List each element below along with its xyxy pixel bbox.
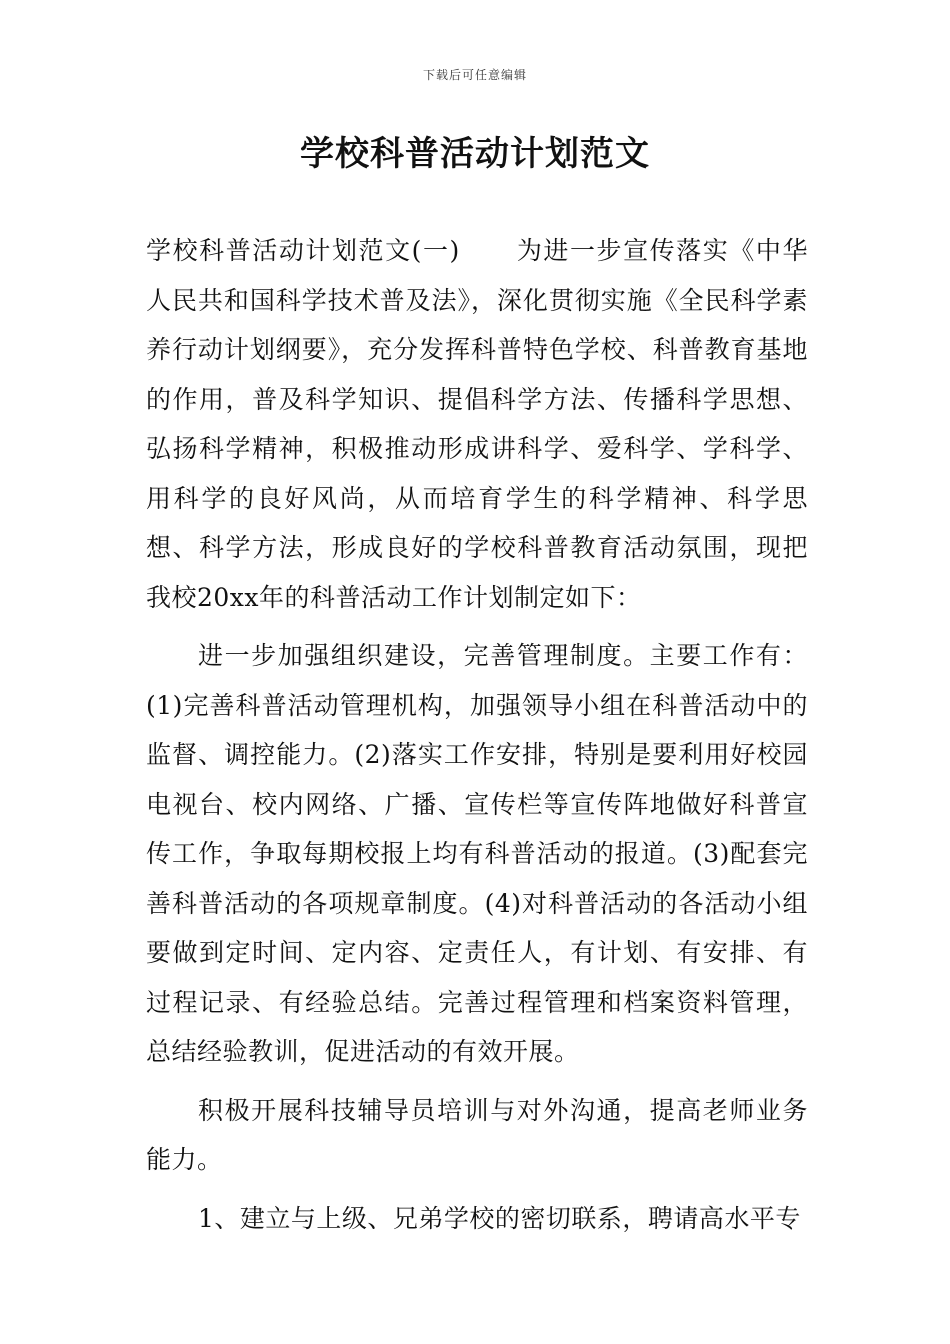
document-title: 学校科普活动计划范文 [300,134,650,174]
intro-label: 学校科普活动计划范文(一) [146,236,460,265]
paragraph-organization: 进一步加强组织建设，完善管理制度。主要工作有：(1)完善科普活动管理机构，加强领导小组在科普活动中的监督、调控能力。(2)落实工作安排，特别是要利用好校园电视台、校内网络、广播、宣传栏等宣传阵地做好科普宣传工作，争取每期校报上均有科普活动的报道。(3)配套完善科普活动的各项规章制度。(4)对科普活动的各活动小组要做到定时间、定内容、定责任人，有计划、有安排、有过程记录、有经验总结。完善过程管理和档案资料管理，总结经验教训，促进活动的有效开展。 [146,641,808,1066]
header-note: 下载后可任意编辑 [422,68,527,82]
paragraph-item-1: 1、建立与上级、兄弟学校的密切联系，聘请高水平专 [198,1203,801,1233]
document-body [146,226,808,1243]
paragraph-intro [146,226,808,622]
paragraph-text: 为进一步宣传落实《中华人民共和国科学技术普及法》，深化贯彻实施《全民科学素养行动计划纲要》，充分发挥科普特色学校、科普教育基地的作用，普及科学知识、提倡科学方法、传播科学思想、弘扬科学精神，积极推动形成讲科学、爱科学、学科学、用科学的良好风尚，从而培育学生的科学精神、科学思想、科学方法，形成良好的学校科普教育活动氛围，现把我校20xx年的科普活动工作计划制定如下： [146,236,808,612]
paragraph-training: 积极开展科技辅导员培训与对外沟通，提高老师业务能力。 [146,1095,808,1174]
